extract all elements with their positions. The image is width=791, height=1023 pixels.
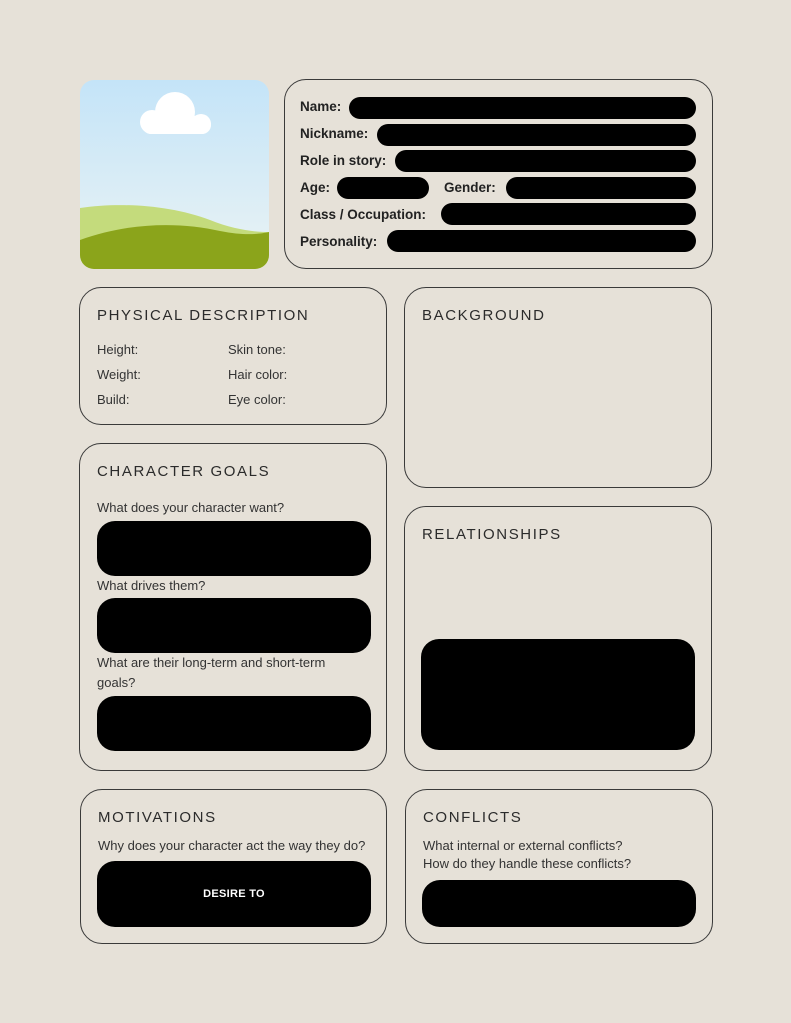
background-card[interactable] — [404, 287, 712, 488]
gender-field[interactable] — [506, 177, 696, 199]
conflicts-card — [405, 789, 713, 944]
goal-question-drives: What drives them? — [97, 578, 206, 593]
class-label: Class / Occupation: — [300, 207, 427, 222]
class-field[interactable] — [441, 203, 696, 225]
landscape-icon — [80, 80, 269, 269]
nickname-field[interactable] — [377, 124, 696, 146]
eye-color-label: Eye color: — [228, 392, 286, 407]
personality-label: Personality: — [300, 234, 378, 249]
age-field[interactable] — [337, 177, 429, 199]
background-title: BACKGROUND — [422, 307, 546, 324]
character-goals-card — [79, 443, 387, 771]
motivations-answer-text: DESIRE TO — [203, 888, 265, 900]
conflicts-question-line2: How do they handle these conflicts? — [423, 856, 632, 871]
conflicts-answer[interactable] — [422, 880, 696, 927]
character-image-placeholder[interactable] — [80, 80, 269, 269]
goal-answer-drives[interactable] — [97, 598, 371, 653]
weight-label: Weight: — [97, 367, 141, 382]
goal-question-longterm-line2: goals? — [97, 675, 136, 690]
name-label: Name: — [300, 99, 342, 114]
role-label: Role in story: — [300, 153, 387, 168]
relationships-answer[interactable] — [421, 639, 695, 750]
name-field[interactable] — [349, 97, 696, 119]
conflicts-question-line1: What internal or external conflicts? — [423, 838, 623, 853]
height-label: Height: — [97, 342, 139, 357]
build-label: Build: — [97, 392, 130, 407]
age-label: Age: — [300, 180, 330, 195]
goal-question-longterm-line1: What are their long-term and short-term — [97, 655, 326, 670]
character-goals-title: CHARACTER GOALS — [97, 463, 271, 480]
profile-info-card — [284, 79, 713, 269]
motivations-title: MOTIVATIONS — [98, 809, 217, 826]
relationships-card — [404, 506, 712, 771]
motivations-answer[interactable] — [97, 861, 371, 927]
motivations-card — [80, 789, 387, 944]
physical-description-card — [79, 287, 387, 425]
relationships-title: RELATIONSHIPS — [422, 526, 562, 543]
gender-label: Gender: — [444, 180, 496, 195]
motivations-question: Why does your character act the way they do? — [98, 838, 366, 853]
nickname-label: Nickname: — [300, 126, 369, 141]
goal-answer-longterm[interactable] — [97, 696, 371, 751]
physical-description-title: PHYSICAL DESCRIPTION — [97, 307, 310, 324]
role-field[interactable] — [395, 150, 696, 172]
personality-field[interactable] — [387, 230, 696, 252]
goal-question-want: What does your character want? — [97, 500, 285, 515]
goal-answer-want[interactable] — [97, 521, 371, 576]
conflicts-title: CONFLICTS — [423, 809, 523, 826]
skin-tone-label: Skin tone: — [228, 342, 286, 357]
hair-color-label: Hair color: — [228, 367, 288, 382]
